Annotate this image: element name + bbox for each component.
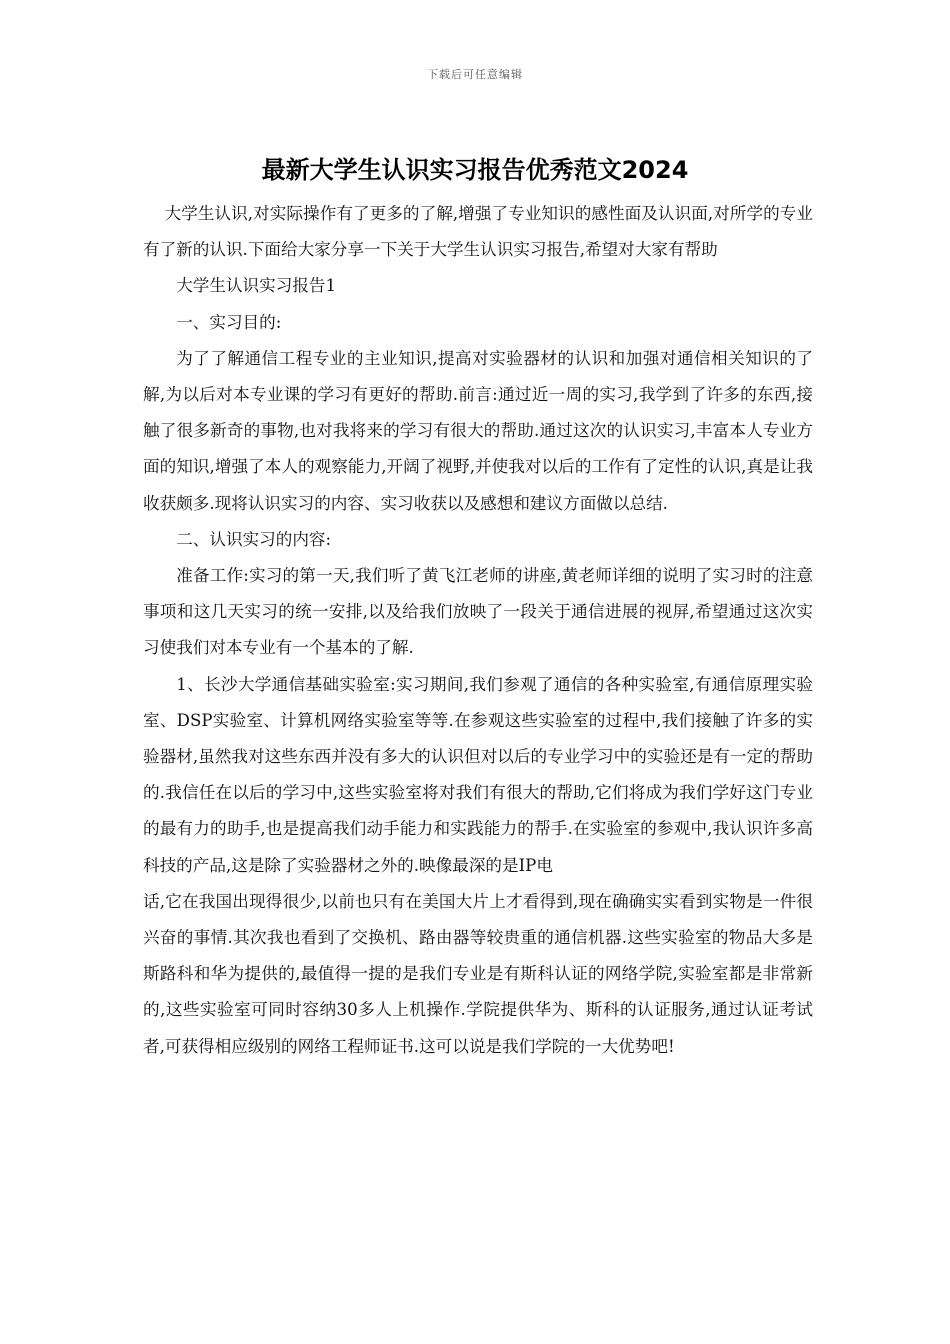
document-title: 最新大学生认识实习报告优秀范文2024 — [261, 156, 689, 184]
preparation-paragraph: 准备工作:实习的第一天,我们听了黄飞江老师的讲座,黄老师详细的说明了实习时的注意事项和这几天实习的统一安排,以及给我们放映了一段关于通信进展的视屏,希望通过这次实习使我们对本专业有一个基本的了解. — [143, 566, 813, 658]
document-body — [143, 196, 813, 1065]
intro-paragraph: 大学生认识,对实际操作有了更多的了解,增强了专业知识的感性面及认识面,对所学的专业有了新的认识.下面给大家分享一下关于大学生认识实习报告,希望对大家有帮助 — [143, 204, 813, 260]
report-heading: 大学生认识实习报告1 — [176, 276, 337, 296]
lab-visit-continued-paragraph: 话,它在我国出现得很少,以前也只有在美国大片上才看得到,现在确确实实看到实物是一件很兴奋的事情.其次我也看到了交换机、路由器等较贵重的通信机器.这些实验室的物品大多是斯路科和华为提供的,最值得一提的是我们专业是有斯科认证的网络学院,实验室都是非常新的,这些实验室可同时容纳30多人上机操作.学院提供华为、斯科的认证服务,通过认证考试者,可获得相应级别的网络工程师证书.这可以说是我们学院的一大优势吧! — [143, 891, 813, 1056]
section-heading-content: 二、认识实习的内容: — [176, 529, 332, 549]
header-note: 下载后可任意编辑 — [427, 68, 523, 81]
section-heading-purpose: 一、实习目的: — [176, 312, 282, 332]
purpose-paragraph: 为了了解通信工程专业的主业知识,提高对实验器材的认识和加强对通信相关知识的了解,为以后对本专业课的学习有更好的帮助.前言:通过近一周的实习,我学到了许多的东西,接触了很多新奇的事物,也对我将来的学习有很大的帮助.通过这次的认识实习,丰富本人专业方面的知识,增强了本人的观察能力,开阔了视野,并使我对以后的工作有了定性的认识,真是让我收获颇多.现将认识实习的内容、实习收获以及感想和建议方面做以总结. — [143, 348, 813, 513]
lab-visit-paragraph: 1、长沙大学通信基础实验室:实习期间,我们参观了通信的各种实验室,有通信原理实验室、DSP实验室、计算机网络实验室等等.在参观这些实验室的过程中,我们接触了许多的实验器材,虽然我对这些东西并没有多大的认识但对以后的专业学习中的实验还是有一定的帮助的.我信任在以后的学习中,这些实验室将对我们有很大的帮助,它们将成为我们学好这门专业的最有力的助手,也是提高我们动手能力和实践能力的帮手.在实验室的参观中,我认识许多高科技的产品,这是除了实验器材之外的.映像最深的是IP电 — [143, 674, 813, 875]
